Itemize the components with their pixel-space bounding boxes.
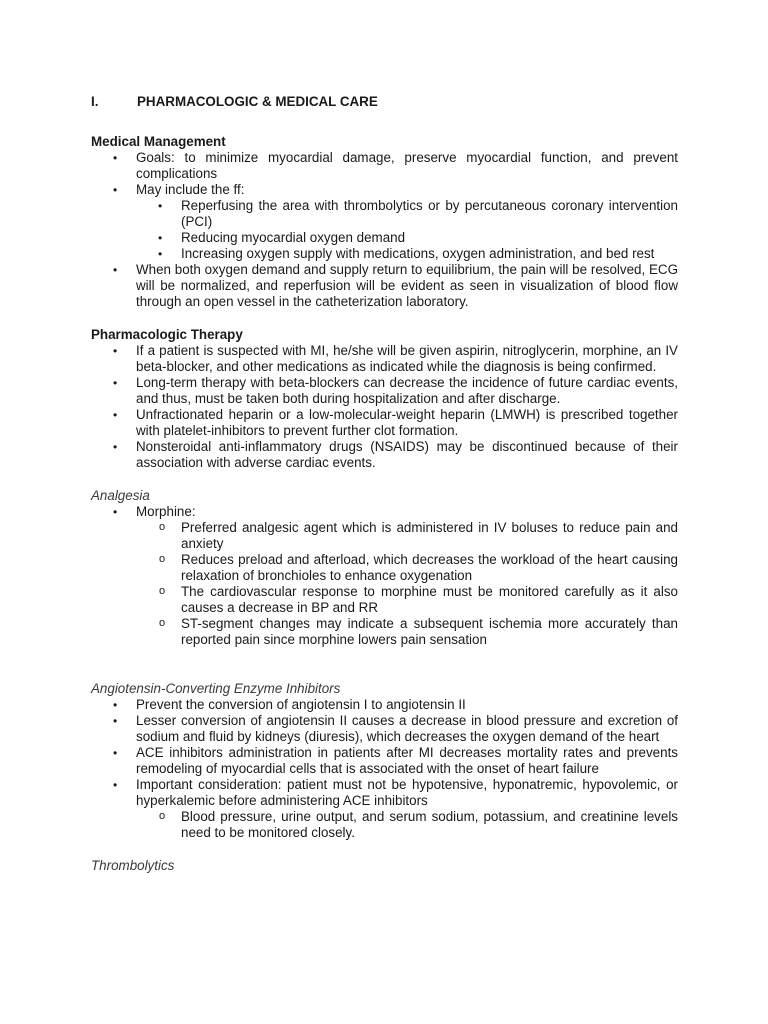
- list-item-text: Important consideration: patient must not be hypotensive, hyponatremic, hypovolemic, or hyperkalemic before administering ACE inhibitors: [136, 777, 678, 808]
- list-item: o Preferred analgesic agent which is administered in IV boluses to reduce pain and anxiety: [136, 520, 678, 552]
- list-item: o ST-segment changes may indicate a subsequent ischemia more accurately than reported pain since morphine lowers pain sensation: [136, 616, 678, 648]
- list-item: • Nonsteroidal anti-inflammatory drugs (NSAIDS) may be discontinued because of their association with adverse cardiac events.: [91, 439, 678, 471]
- list-item-text: May include the ff:: [136, 182, 245, 197]
- medical-management-list: [91, 150, 678, 310]
- section-title-pharmacologic-therapy: Pharmacologic Therapy: [91, 327, 243, 342]
- list-item: • Reperfusing the area with thrombolytics or by percutaneous coronary intervention (PCI): [136, 198, 678, 230]
- list-item: [91, 777, 678, 841]
- ace-inhibitors-list: [91, 697, 678, 841]
- heading-title: PHARMACOLOGIC & MEDICAL CARE: [137, 94, 378, 109]
- may-include-list: [136, 198, 678, 262]
- morphine-list: [136, 520, 678, 648]
- list-item-text: Morphine:: [136, 504, 196, 519]
- list-item: • ACE inhibitors administration in patients after MI decreases mortality rates and prevents remodeling of myocardial cells that is associated with the onset of heart failure: [91, 745, 678, 777]
- list-item: • Reducing myocardial oxygen demand: [136, 230, 678, 246]
- list-item: o Blood pressure, urine output, and serum sodium, potassium, and creatinine levels need to be monitored closely.: [136, 809, 678, 841]
- list-item: [91, 504, 678, 648]
- list-item: • Goals: to minimize myocardial damage, preserve myocardial function, and prevent complications: [91, 150, 678, 182]
- main-heading: [91, 94, 678, 110]
- heading-number: I.: [91, 94, 99, 109]
- list-item: • Increasing oxygen supply with medications, oxygen administration, and bed rest: [136, 246, 678, 262]
- subsection-title-ace-inhibitors: Angiotensin-Converting Enzyme Inhibitors: [91, 681, 341, 696]
- list-item: • If a patient is suspected with MI, he/she will be given aspirin, nitroglycerin, morphine, an IV beta-blocker, and other medications as indicated while the diagnosis is being confirmed.: [91, 343, 678, 375]
- list-item: • Long-term therapy with beta-blockers can decrease the incidence of future cardiac events, and thus, must be taken both during hospitalization and after discharge.: [91, 375, 678, 407]
- list-item: • When both oxygen demand and supply return to equilibrium, the pain will be resolved, ECG will be normalized, and reperfusion will be evident as seen in visualization of blood flow through an open vessel in the catheterization laboratory.: [91, 262, 678, 310]
- subsection-title-thrombolytics: Thrombolytics: [91, 858, 175, 873]
- section-title-medical-management: Medical Management: [91, 134, 226, 149]
- list-item: • Lesser conversion of angiotensin II causes a decrease in blood pressure and excretion of sodium and fluid by kidneys (diuresis), which decreases the oxygen demand of the heart: [91, 713, 678, 745]
- list-item: • Prevent the conversion of angiotensin I to angiotensin II: [91, 697, 678, 713]
- analgesia-list: [91, 504, 678, 648]
- list-item: • Unfractionated heparin or a low-molecular-weight heparin (LMWH) is prescribed together with platelet-inhibitors to prevent further clot formation.: [91, 407, 678, 439]
- list-item: o Reduces preload and afterload, which decreases the workload of the heart causing relaxation of bronchioles to enhance oxygenation: [136, 552, 678, 584]
- ace-sub-list: [136, 809, 678, 841]
- document-body: [91, 94, 678, 874]
- list-item: o The cardiovascular response to morphine must be monitored carefully as it also causes a decrease in BP and RR: [136, 584, 678, 616]
- subsection-title-analgesia: Analgesia: [91, 488, 150, 503]
- pharmacologic-therapy-list: [91, 343, 678, 471]
- list-item: [91, 182, 678, 262]
